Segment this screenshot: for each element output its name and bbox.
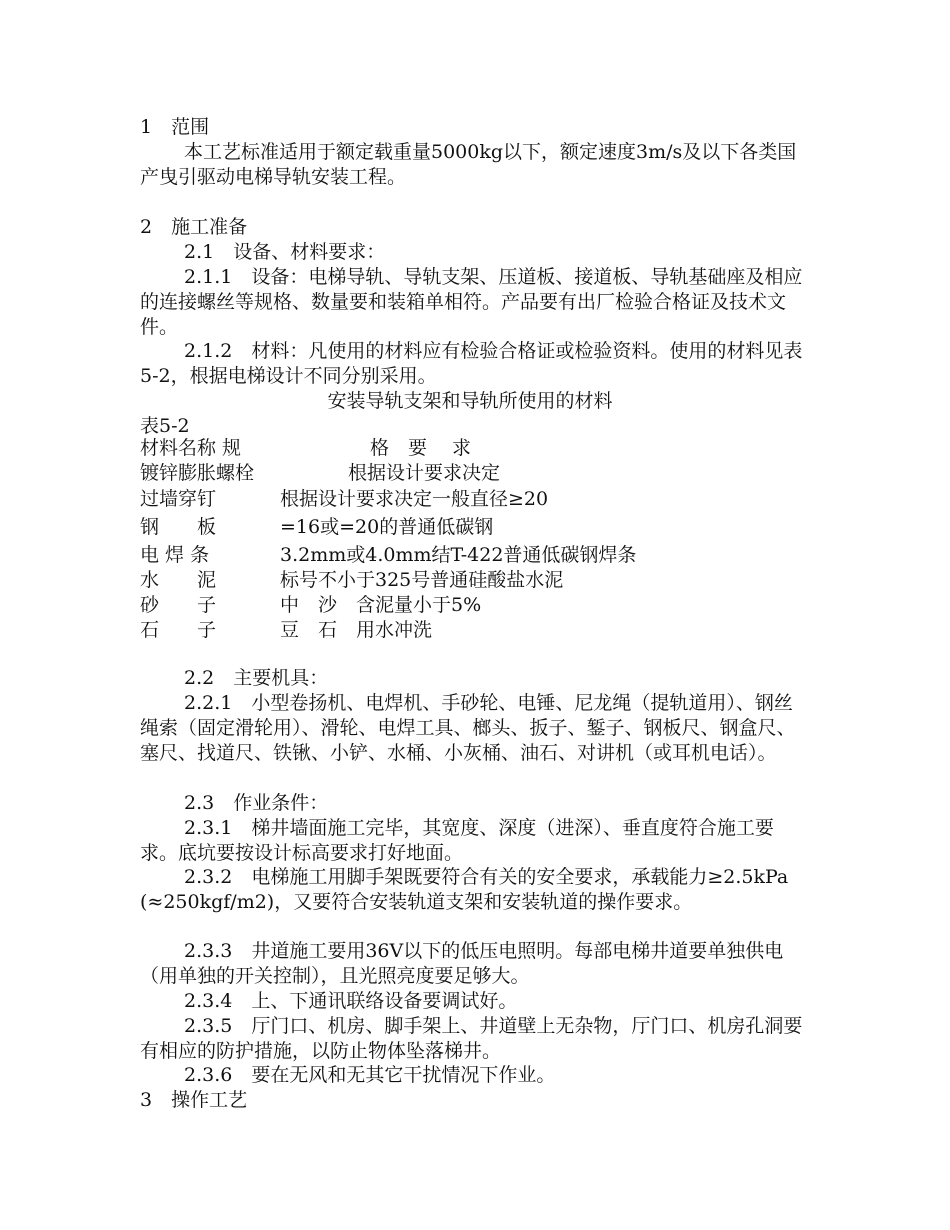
table-cell-spec: =16或=20的普通低碳钢	[280, 516, 494, 538]
clause-2-1-2: 2.1.2 材料：凡使用的材料应有检验合格证或检验资料。使用的材料见表5-2，根据电梯设计不同分别采用。	[140, 340, 803, 387]
table-cell-spec: 豆 石 用水冲洗	[280, 619, 433, 641]
clause-2-3-3: 2.3.3 井道施工要用36V以下的低压电照明。每部电梯井道要单独供电（用单独的开关控制），且光照亮度要足够大。	[140, 940, 784, 987]
table-cell-name: 石 子	[140, 619, 217, 641]
clause-2-3-6: 2.3.6 要在无风和无其它干扰情况下作业。	[184, 1064, 556, 1086]
section-1-body: 本工艺标准适用于额定载重量5000kg以下，额定速度3m/s及以下各类国产曳引驱动电梯导轨安装工程。	[140, 141, 797, 188]
table-row	[140, 618, 432, 643]
clause-2-3-2: 2.3.2 电梯施工用脚手架既要符合有关的安全要求，承载能力≥2.5kPa (≈250kgf/m2)，又要符合安装轨道支架和安装轨道的操作要求。	[140, 866, 789, 913]
clause-2-3-5: 2.3.5 厅门口、机房、脚手架上、井道壁上无杂物，厅门口、机房孔洞要有相应的防护措施，以防止物体坠落梯井。	[140, 1015, 803, 1062]
clause-2-3: 2.3 作业条件：	[184, 792, 329, 814]
section-3-heading: 3 操作工艺	[140, 1089, 248, 1111]
table-header-name: 材料名称 规	[140, 437, 242, 459]
table-header-spec: 格 要 求	[370, 437, 472, 459]
section-2-heading: 2 施工准备	[140, 216, 248, 238]
table-cell-name: 电 焊 条	[140, 544, 210, 566]
table-row	[140, 593, 481, 618]
clause-2-3-4: 2.3.4 上、下通讯联络设备要调试好。	[184, 990, 518, 1012]
table-cell-name: 水 泥	[140, 569, 217, 591]
table-cell-name: 镀锌膨胀螺栓	[140, 462, 255, 484]
table-cell-spec: 根据设计要求决定	[348, 462, 501, 484]
table-title: 安装导轨支架和导轨所使用的材料	[327, 390, 613, 412]
table-row	[140, 568, 563, 593]
table-cell-spec: 根据设计要求决定一般直径≥20	[280, 488, 549, 510]
table-row	[140, 515, 493, 540]
clause-2-2-1: 2.2.1 小型卷扬机、电焊机、手砂轮、电锤、尼龙绳（提轨道用）、钢丝绳索（固定滑轮用）、滑轮、电焊工具、榔头、扳子、錾子、钢板尺、钢盒尺、塞尺、找道尺、铁锹、小铲、水桶、小灰桶、油石、对讲机（或耳机电话）。	[140, 692, 796, 764]
clause-2-2: 2.2 主要机具：	[184, 667, 329, 689]
clause-2-1: 2.1 设备、材料要求：	[184, 241, 386, 263]
table-header-row	[140, 436, 471, 461]
table-row	[140, 461, 500, 486]
table-cell-spec: 标号不小于325号普通硅酸盐水泥	[280, 569, 564, 591]
table-cell-spec: 3.2mm或4.0mm结T-422普通低碳钢焊条	[280, 544, 637, 566]
table-cell-spec: 中 沙 含泥量小于5%	[280, 594, 482, 616]
table-row	[140, 543, 636, 568]
clause-2-3-1: 2.3.1 梯井墙面施工完毕，其宽度、深度（进深）、垂直度符合施工要求。底坑要按设计标高要求打好地面。	[140, 817, 774, 864]
table-row	[140, 487, 548, 512]
table-label: 表5-2	[140, 415, 190, 437]
table-cell-name: 过墙穿钉	[140, 488, 217, 510]
clause-2-1-1: 2.1.1 设备：电梯导轨、导轨支架、压道板、接道板、导轨基础座及相应的连接螺丝等规格、数量要和装箱单相符。产品要有出厂检验合格证及技术文件。	[140, 266, 803, 338]
table-cell-name: 钢 板	[140, 516, 217, 538]
section-1-heading: 1 范围	[140, 116, 210, 138]
table-cell-name: 砂 子	[140, 594, 217, 616]
